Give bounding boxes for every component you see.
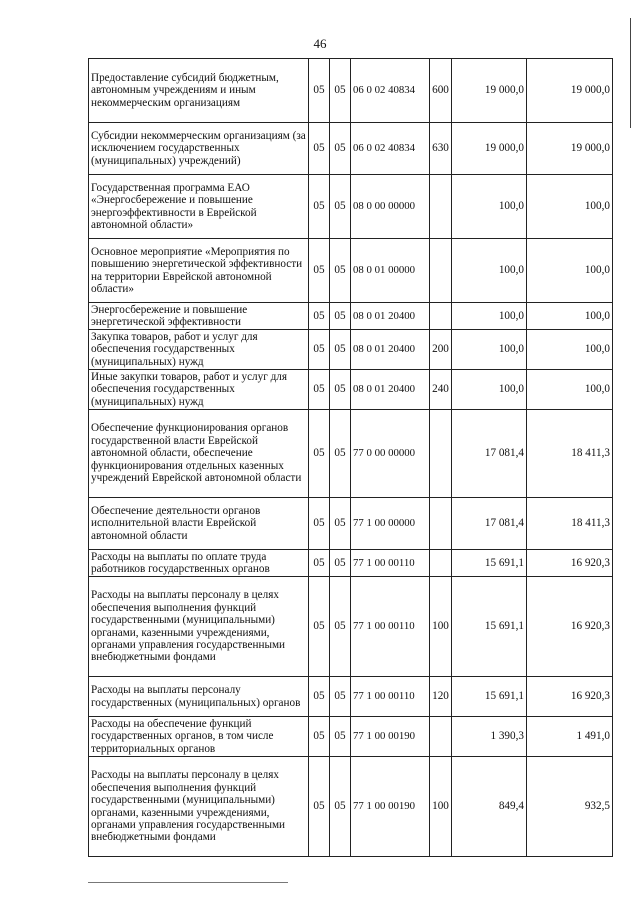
amount-year-2: 16 920,3 xyxy=(527,677,613,717)
row-label: Энергосбережение и повышение энергетической эффективности xyxy=(89,303,309,330)
amount-year-1: 849,4 xyxy=(452,757,527,857)
amount-year-1: 100,0 xyxy=(452,239,527,303)
target-item-code: 08 0 01 20400 xyxy=(351,370,430,410)
subsection-code: 05 xyxy=(330,175,351,239)
page-number: 46 xyxy=(313,36,327,51)
table-body xyxy=(89,59,613,857)
row-label: Расходы на выплаты персоналу в целях обеспечения выполнения функций государственными (муниципальными) органами, казенными учреждениями, органами управления государственными внебюджетными фондами xyxy=(89,577,309,677)
expense-type-code xyxy=(430,303,452,330)
subsection-code: 05 xyxy=(330,717,351,757)
amount-year-1: 15 691,1 xyxy=(452,677,527,717)
subsection-code: 05 xyxy=(330,303,351,330)
row-label: Предоставление субсидий бюджетным, автономным учреждениям и иным некоммерческим организациям xyxy=(89,59,309,123)
subsection-code: 05 xyxy=(330,239,351,303)
amount-year-1: 100,0 xyxy=(452,175,527,239)
amount-year-2: 100,0 xyxy=(527,239,613,303)
expense-type-code xyxy=(430,410,452,498)
target-item-code: 77 1 00 00190 xyxy=(351,717,430,757)
budget-table xyxy=(88,58,613,857)
table-row xyxy=(89,175,613,239)
amount-year-1: 100,0 xyxy=(452,370,527,410)
table-row xyxy=(89,757,613,857)
target-item-code: 77 1 00 00000 xyxy=(351,498,430,550)
table-row xyxy=(89,239,613,303)
amount-year-2: 100,0 xyxy=(527,175,613,239)
subsection-code: 05 xyxy=(330,498,351,550)
section-code: 05 xyxy=(309,757,330,857)
table-row xyxy=(89,330,613,370)
section-code: 05 xyxy=(309,717,330,757)
amount-year-1: 100,0 xyxy=(452,330,527,370)
target-item-code: 77 1 00 00110 xyxy=(351,577,430,677)
expense-type-code: 120 xyxy=(430,677,452,717)
amount-year-2: 18 411,3 xyxy=(527,410,613,498)
target-item-code: 77 1 00 00110 xyxy=(351,550,430,577)
row-label: Расходы на выплаты по оплате труда работников государственных органов xyxy=(89,550,309,577)
amount-year-1: 19 000,0 xyxy=(452,59,527,123)
table-row xyxy=(89,677,613,717)
subsection-code: 05 xyxy=(330,370,351,410)
table-row xyxy=(89,717,613,757)
target-item-code: 77 1 00 00110 xyxy=(351,677,430,717)
expense-type-code xyxy=(430,175,452,239)
section-code: 05 xyxy=(309,175,330,239)
amount-year-2: 1 491,0 xyxy=(527,717,613,757)
table-row xyxy=(89,59,613,123)
target-item-code: 77 0 00 00000 xyxy=(351,410,430,498)
section-code: 05 xyxy=(309,410,330,498)
amount-year-1: 1 390,3 xyxy=(452,717,527,757)
target-item-code: 77 1 00 00190 xyxy=(351,757,430,857)
amount-year-2: 100,0 xyxy=(527,330,613,370)
row-label: Закупка товаров, работ и услуг для обеспечения государственных (муниципальных) нужд xyxy=(89,330,309,370)
row-label: Государственная программа ЕАО «Энергосбережение и повышение энергоэффективности в Еврейской автономной области» xyxy=(89,175,309,239)
scan-edge-line xyxy=(630,18,631,128)
expense-type-code: 240 xyxy=(430,370,452,410)
table-row xyxy=(89,370,613,410)
expense-type-code: 200 xyxy=(430,330,452,370)
amount-year-2: 19 000,0 xyxy=(527,123,613,175)
section-code: 05 xyxy=(309,550,330,577)
target-item-code: 06 0 02 40834 xyxy=(351,123,430,175)
row-label: Расходы на обеспечение функций государственных органов, в том числе территориальных органов xyxy=(89,717,309,757)
amount-year-2: 932,5 xyxy=(527,757,613,857)
amount-year-1: 17 081,4 xyxy=(452,410,527,498)
amount-year-2: 19 000,0 xyxy=(527,59,613,123)
row-label: Субсидии некоммерческим организациям (за исключением государственных (муниципальных) учреждений) xyxy=(89,123,309,175)
section-code: 05 xyxy=(309,123,330,175)
section-code: 05 xyxy=(309,330,330,370)
amount-year-2: 16 920,3 xyxy=(527,550,613,577)
section-code: 05 xyxy=(309,498,330,550)
target-item-code: 08 0 01 20400 xyxy=(351,330,430,370)
row-label: Основное мероприятие «Мероприятия по повышению энергетической эффективности на территории Еврейской автономной области» xyxy=(89,239,309,303)
row-label: Обеспечение функционирования органов государственной власти Еврейской автономной области, обеспечение функционирования отдельных казенных учреждений Еврейской автономной области xyxy=(89,410,309,498)
subsection-code: 05 xyxy=(330,59,351,123)
bottom-rule xyxy=(88,882,288,883)
table-row xyxy=(89,577,613,677)
subsection-code: 05 xyxy=(330,410,351,498)
amount-year-2: 100,0 xyxy=(527,370,613,410)
expense-type-code xyxy=(430,550,452,577)
expense-type-code: 600 xyxy=(430,59,452,123)
expense-type-code xyxy=(430,717,452,757)
section-code: 05 xyxy=(309,303,330,330)
row-label: Расходы на выплаты персоналу государственных (муниципальных) органов xyxy=(89,677,309,717)
section-code: 05 xyxy=(309,59,330,123)
table-row xyxy=(89,303,613,330)
table-row xyxy=(89,550,613,577)
expense-type-code: 630 xyxy=(430,123,452,175)
expense-type-code: 100 xyxy=(430,577,452,677)
table-row xyxy=(89,410,613,498)
target-item-code: 08 0 00 00000 xyxy=(351,175,430,239)
subsection-code: 05 xyxy=(330,123,351,175)
row-label: Расходы на выплаты персоналу в целях обеспечения выполнения функций государственными (муниципальными) органами, казенными учреждениями, органами управления государственными внебюджетными фондами xyxy=(89,757,309,857)
target-item-code: 08 0 01 00000 xyxy=(351,239,430,303)
amount-year-2: 18 411,3 xyxy=(527,498,613,550)
section-code: 05 xyxy=(309,677,330,717)
amount-year-1: 100,0 xyxy=(452,303,527,330)
amount-year-1: 15 691,1 xyxy=(452,577,527,677)
section-code: 05 xyxy=(309,370,330,410)
amount-year-1: 15 691,1 xyxy=(452,550,527,577)
table-row xyxy=(89,498,613,550)
subsection-code: 05 xyxy=(330,677,351,717)
expense-type-code: 100 xyxy=(430,757,452,857)
row-label: Иные закупки товаров, работ и услуг для обеспечения государственных (муниципальных) нужд xyxy=(89,370,309,410)
amount-year-1: 19 000,0 xyxy=(452,123,527,175)
target-item-code: 08 0 01 20400 xyxy=(351,303,430,330)
section-code: 05 xyxy=(309,239,330,303)
subsection-code: 05 xyxy=(330,577,351,677)
row-label: Обеспечение деятельности органов исполнительной власти Еврейской автономной области xyxy=(89,498,309,550)
target-item-code: 06 0 02 40834 xyxy=(351,59,430,123)
amount-year-1: 17 081,4 xyxy=(452,498,527,550)
amount-year-2: 16 920,3 xyxy=(527,577,613,677)
subsection-code: 05 xyxy=(330,550,351,577)
expense-type-code xyxy=(430,498,452,550)
section-code: 05 xyxy=(309,577,330,677)
amount-year-2: 100,0 xyxy=(527,303,613,330)
subsection-code: 05 xyxy=(330,330,351,370)
expense-type-code xyxy=(430,239,452,303)
table-row xyxy=(89,123,613,175)
subsection-code: 05 xyxy=(330,757,351,857)
